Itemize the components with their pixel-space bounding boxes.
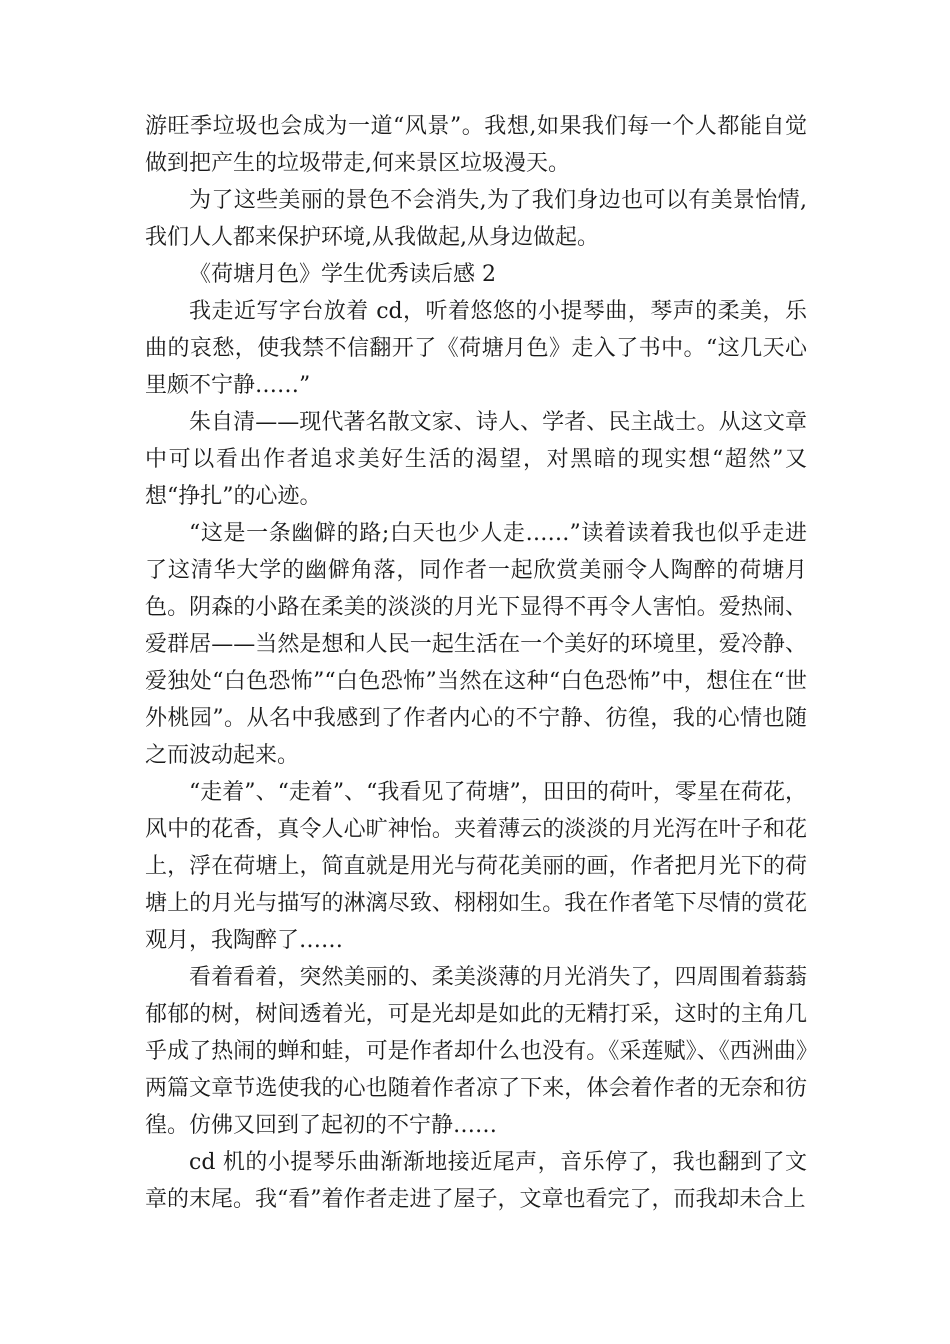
paragraph: “走着”、“走着”、“我看见了荷塘”，田田的荷叶，零星在荷花，风中的花香，真令人心旷神怡。夹着薄云的淡淡的月光泻在叶子和花上，浮在荷塘上，简直就是用光与荷花美丽的画，作者把月光下的荷塘上的月光与描写的淋漓尽致、栩栩如生。我在作者笔下尽情的赏花观月，我陶醉了…… (145, 780, 807, 953)
paragraph: cd 机的小提琴乐曲渐渐地接近尾声，音乐停了，我也翻到了文章的末尾。我“看”着作者走进了屋子，文章也看完了，而我却未合上 (145, 1150, 807, 1212)
paragraph: 朱自清——现代著名散文家、诗人、学者、民主战士。从这文章中可以看出作者追求美好生活的渴望，对黑暗的现实想“超然”又想“挣扎”的心迹。 (145, 410, 807, 509)
paragraph: “这是一条幽僻的路;白天也少人走……”读着读着我也似乎走进了这清华大学的幽僻角落，同作者一起欣赏美丽令人陶醉的荷塘月色。阴森的小路在柔美的淡淡的月光下显得不再令人害怕。爱热闹、爱群居——当然是想和人民一起生活在一个美好的环境里，爱冷静、爱独处“白色恐怖”“白色恐怖”当然在这种“白色恐怖”中，想住在“世外桃园”。从名中我感到了作者内心的不宁静、彷徨，我的心情也随之而波动起来。 (145, 521, 807, 768)
paragraph: 我走近写字台放着 cd，听着悠悠的小提琴曲，琴声的柔美，乐曲的哀愁，使我禁不信翻开了《荷塘月色》走入了书中。“这几天心里颇不宁静……” (145, 299, 807, 398)
section-heading: 《荷塘月色》学生优秀读后感 2 (189, 262, 496, 287)
paragraph: 为了这些美丽的景色不会消失,为了我们身边也可以有美景怡情,我们人人都来保护环境,从我做起,从身边做起。 (145, 188, 807, 250)
paragraph: 看着看着，突然美丽的、柔美淡薄的月光消失了，四周围着蓊蓊郁郁的树，树间透着光，可是光却是如此的无精打采，这时的主角几乎成了热闹的蝉和蛙，可是作者却什么也没有。《采莲赋》、《西洲曲》两篇文章节选使我的心也随着作者凉了下来，体会着作者的无奈和彷徨。仿佛又回到了起初的不宁静…… (145, 965, 807, 1138)
document-body (145, 108, 807, 1218)
paragraph: 游旺季垃圾也会成为一道“风景”。我想,如果我们每一个人都能自觉做到把产生的垃圾带走,何来景区垃圾漫天。 (145, 114, 807, 176)
